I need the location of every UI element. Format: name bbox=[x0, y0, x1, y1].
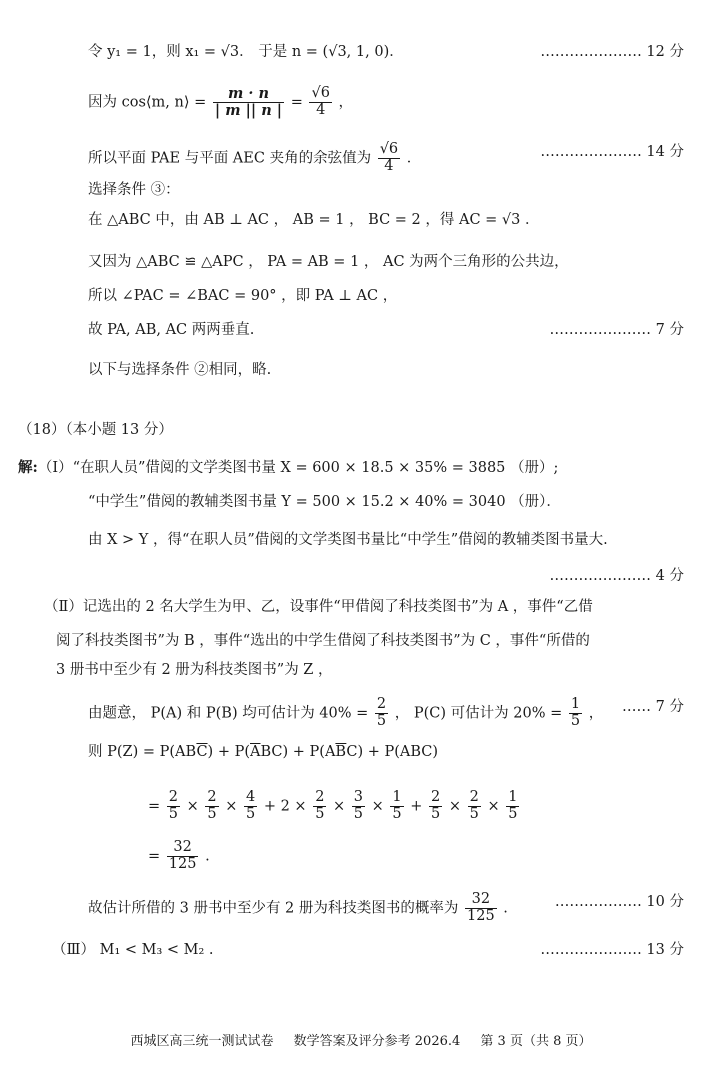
question-18-heading: （18）（本小题 13 分） bbox=[18, 422, 173, 438]
fraction-1-5: $\frac{1}{5}$ bbox=[570, 696, 581, 729]
line-cosine-value: 所以平面 PAE 与平面 AEC 夹角的余弦值为 $\frac{√6}{4}$ ． bbox=[88, 141, 422, 174]
line-result: = $\frac{32}{125}$ . bbox=[148, 839, 210, 872]
score-7a: ………………… 7 分 bbox=[549, 322, 684, 338]
line-perpendicular: 故 PA, AB, AC 两两垂直. bbox=[88, 322, 255, 338]
footer-subject: 数学答案及评分参考 2026.4 bbox=[293, 1034, 461, 1049]
fraction-mn: $\frac{m \cdot n}{| m || n |}$ bbox=[214, 85, 283, 119]
line-expansion: = $\frac{2}{5}$ × $\frac{2}{5}$ × $\frac{4}{5}$ + 2 × $\frac{2}{5}$ × $\frac{3}{5}$ × $\frac{1}{5}$ + $\frac{2}{5}$ × $\frac{2}{5}$ × $\frac{1}{5}$ bbox=[148, 789, 518, 822]
fraction-32-125-b: $\frac{32}{125}$ bbox=[467, 891, 495, 924]
page-footer bbox=[0, 1033, 722, 1051]
score-13: ………………… 13 分 bbox=[540, 942, 684, 958]
fraction-2-5: $\frac{2}{5}$ bbox=[376, 696, 387, 729]
line-compare: 由 X > Y ，得“在职人员”借阅的文学类图书量比“中学生”借阅的教辅类图书量大. bbox=[88, 532, 608, 548]
score-7b: …… 7 分 bbox=[622, 699, 684, 715]
fraction-root6-over-4-b: $\frac{√6}{4}$ bbox=[379, 141, 399, 174]
line-part-2-z: 3 册书中至少有 2 册为科技类图书”为 Z ， bbox=[56, 662, 333, 678]
score-4: ………………… 4 分 bbox=[549, 568, 684, 584]
fraction-root6-over-4: $\frac{√6}{4}$ bbox=[311, 85, 330, 118]
line-part-2-intro: （Ⅱ）记选出的 2 名大学生为甲、乙，设事件“甲借阅了科技类图书”为 A ，事件“乙借 bbox=[44, 599, 593, 615]
line-conclusion: 故估计所借的 3 册书中至少有 2 册为科技类图书的概率为 $\frac{32}{125}$ . bbox=[88, 891, 508, 924]
footer-page-number: 第 3 页（共 8 页） bbox=[480, 1034, 592, 1049]
line-condition-3: 选择条件 ③： bbox=[88, 182, 180, 198]
score-12: ………………… 12 分 bbox=[540, 44, 684, 60]
line-probabilities: 由题意， P(A) 和 P(B) 均可估计为 40% = $\frac{2}{5}$ ， P(C) 可估计为 20% = $\frac{1}{5}$ ， bbox=[88, 696, 604, 729]
footer-exam-name: 西城区高三统一测试试卷 bbox=[130, 1034, 274, 1049]
score-14: ………………… 14 分 bbox=[540, 144, 684, 160]
fraction-32-125: $\frac{32}{125}$ bbox=[168, 839, 197, 872]
line-cos: 因为 cos⟨m, n⟩ = $\frac{m \cdot n}{| m || n |}$ = $\frac{√6}{4}$ ， bbox=[88, 85, 354, 119]
line-right-angle: 所以 ∠PAC = ∠BAC = 90° ，即 PA ⊥ AC ， bbox=[88, 288, 398, 304]
line-congruent: 又因为 △ABC ≌ △APC ， PA = AB = 1 ， AC 为两个三角形的公共边， bbox=[88, 254, 569, 270]
line-normal-vector: 令 y₁ = 1，则 x₁ = √3． 于是 n = (√3, 1, 0)． bbox=[88, 44, 404, 60]
line-part-1-x: 解:（Ⅰ）“在职人员”借阅的文学类图书量 X = 600 × 18.5 × 35% = 3885 （册）; bbox=[18, 459, 559, 476]
line-part-1-y: “中学生”借阅的教辅类图书量 Y = 500 × 15.2 × 40% = 3040 （册）． bbox=[88, 494, 561, 510]
line-part-2-events: 阅了科技类图书”为 B ，事件“选出的中学生借阅了科技类图书”为 C ，事件“所借的 bbox=[56, 633, 590, 649]
score-10: ……………… 10 分 bbox=[554, 894, 684, 910]
line-part-3: （Ⅲ） M₁ < M₃ < M₂ . bbox=[52, 942, 214, 958]
line-p-z: 则 $P(Z) = P(AB\overline{C}) + P(\overline{A}BC) + P(A\overline{B}C) + P(ABC)$ bbox=[88, 744, 439, 760]
line-triangle-abc: 在 △ABC 中，由 AB ⊥ AC ， AB = 1 ， BC = 2 ，得 AC = √3 ． bbox=[88, 212, 540, 228]
line-same-as-2: 以下与选择条件 ②相同，略. bbox=[88, 362, 272, 378]
